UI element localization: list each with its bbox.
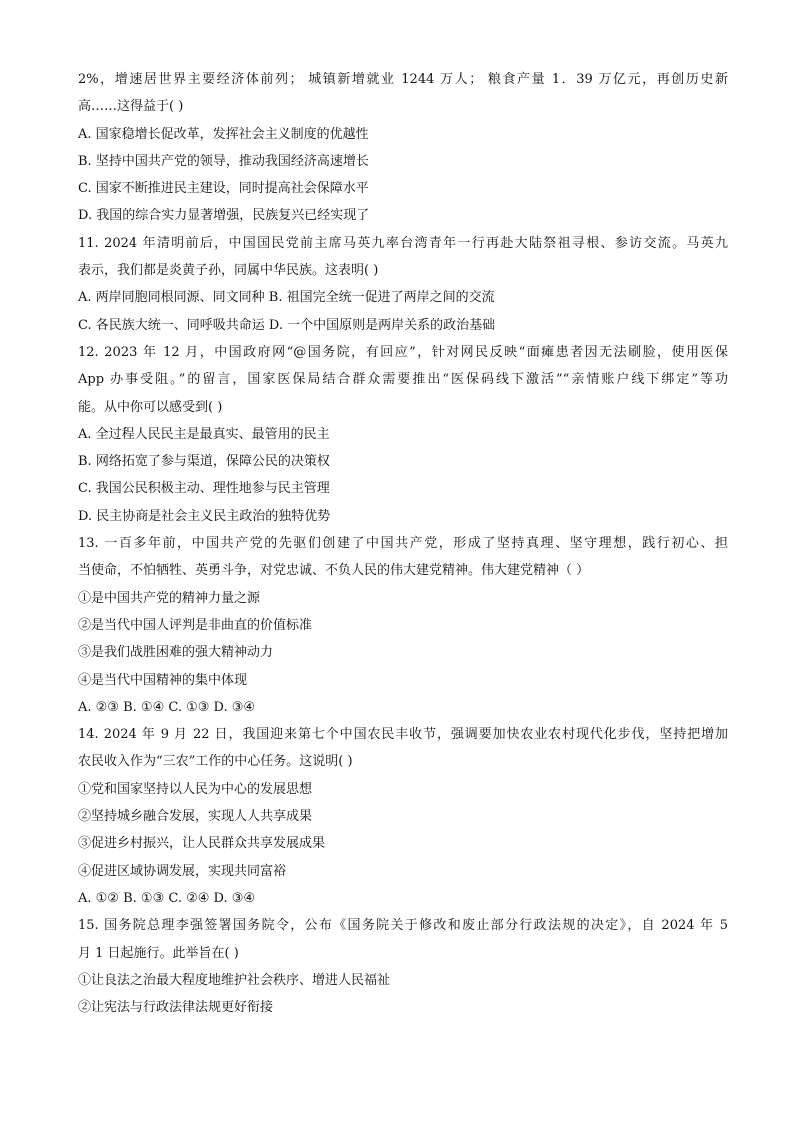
option-line: A. 全过程人民民主是最真实、最管用的民主 [78,426,330,442]
option-line: B. 网络拓宽了参与渠道，保障公民的决策权 [78,454,330,470]
option-line: D. 我国的综合实力显著增强，民族复兴已经实现了 [78,208,370,224]
text-line: 当使命，不怕牺牲、英勇斗争，对党忠诚、不负人民的伟大建党精神。伟大建党精神（ ） [78,563,590,579]
option-line: A. ②③ B. ①④ C. ①③ D. ③④ [78,699,256,715]
option-line: D. 民主协商是社会主义民主政治的独特优势 [78,508,331,524]
statement-line: ①是中国共产党的精神力量之源 [78,590,261,606]
option-line: A. 国家稳增长促改革，发挥社会主义制度的优越性 [78,126,369,142]
statement-line: ①让良法之治最大程度地维护社会秩序、增进人民福祉 [78,972,391,988]
option-line: B. 坚持中国共产党的领导，推动我国经济高速增长 [78,153,369,169]
option-line: A. 两岸同胞同根同源、同文同种 B. 祖国完全统一促进了两岸之间的交流 [78,290,495,306]
question-line: 12. 2023 年 12 月，中国政府网“@国务院，有回应”，针对网民反映“面瘫患者因无法刷脸，使用医保 [78,344,728,360]
question-line: 11. 2024 年清明前后，中国国民党前主席马英九率台湾青年一行再赴大陆祭祖寻根、参访交流。马英九 [78,235,728,251]
text-line: 表示，我们都是炎黄子孙，同属中华民族。这表明( ) [78,263,379,279]
text-line: 能。从中你可以感受到( ) [78,399,223,415]
text-line: 高……这得益于( ) [78,99,184,115]
option-line: A. ①② B. ①③ C. ②④ D. ③④ [78,890,256,906]
exam-page [78,66,728,1021]
question-line: 14. 2024 年 9 月 22 日，我国迎来第七个中国农民丰收节，强调要加快农业农村现代化步伐，坚持把增加 [78,727,728,743]
statement-line: ②是当代中国人评判是非曲直的价值标准 [78,617,313,633]
text-line: 月 1 日起施行。此举旨在( ) [78,945,239,961]
text-line: App 办事受阻。”的留言，国家医保局结合群众需要推出“医保码线下激活”“亲情账户线下绑定”等功 [78,372,728,388]
statement-line: ④是当代中国精神的集中体现 [78,672,248,688]
statement-line: ②让宪法与行政法律法规更好衔接 [78,1000,274,1016]
option-line: C. 我国公民积极主动、理性地参与民主管理 [78,481,330,497]
statement-line: ③是我们战胜困难的强大精神动力 [78,645,274,661]
statement-line: ④促进区域协调发展，实现共同富裕 [78,863,287,879]
text-line: 农民收入作为“三农”工作的中心任务。这说明( ) [78,754,353,770]
question-line: 13. 一百多年前，中国共产党的先驱们创建了中国共产党，形成了坚持真理、坚守理想，践行初心、担 [78,536,728,552]
statement-line: ②坚持城乡融合发展，实现人人共享成果 [78,809,313,825]
text-line: 2%，增速居世界主要经济体前列； 城镇新增就业 1244 万人； 粮食产量 1．39 万亿元，再创历史新 [78,72,728,87]
option-line: C. 国家不断推进民主建设，同时提高社会保障水平 [78,181,369,197]
question-line: 15. 国务院总理李强签署国务院令，公布《国务院关于修改和废止部分行政法规的决定》，自 2024 年 5 [78,918,728,934]
statement-line: ①党和国家坚持以人民为中心的发展思想 [78,781,313,797]
statement-line: ③促进乡村振兴，让人民群众共享发展成果 [78,836,326,852]
option-line: C. 各民族大统一、同呼吸共命运 D. 一个中国原则是两岸关系的政治基础 [78,317,496,333]
